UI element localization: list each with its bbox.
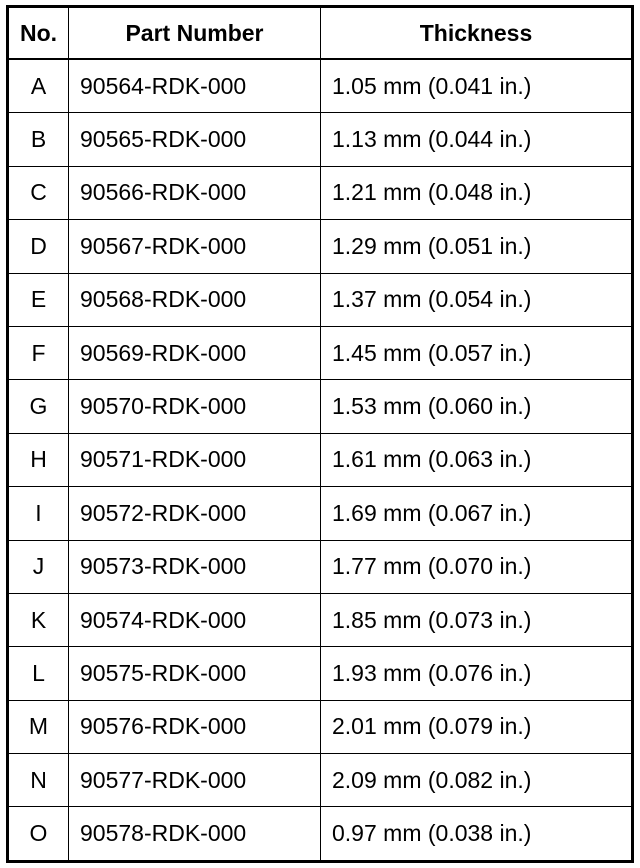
cell-thickness: 1.29 mm (0.051 in.) [321, 220, 633, 273]
table-row [8, 166, 633, 219]
cell-thickness: 1.05 mm (0.041 in.) [321, 59, 633, 113]
cell-thickness: 1.61 mm (0.063 in.) [321, 433, 633, 486]
cell-part-number: 90568-RDK-000 [69, 273, 321, 326]
cell-no: G [8, 380, 69, 433]
cell-part-number: 90573-RDK-000 [69, 540, 321, 593]
cell-thickness: 2.09 mm (0.082 in.) [321, 754, 633, 807]
cell-no: O [8, 807, 69, 861]
table-row [8, 113, 633, 166]
cell-thickness: 1.13 mm (0.044 in.) [321, 113, 633, 166]
header-part-number: Part Number [69, 7, 321, 60]
table-row [8, 593, 633, 646]
cell-no: J [8, 540, 69, 593]
cell-no: F [8, 326, 69, 379]
header-thickness: Thickness [321, 7, 633, 60]
cell-part-number: 90570-RDK-000 [69, 380, 321, 433]
cell-no: C [8, 166, 69, 219]
cell-part-number: 90566-RDK-000 [69, 166, 321, 219]
cell-part-number: 90578-RDK-000 [69, 807, 321, 861]
cell-thickness: 2.01 mm (0.079 in.) [321, 700, 633, 753]
table-row [8, 647, 633, 700]
header-row [8, 7, 633, 60]
parts-table-container [6, 5, 634, 863]
cell-part-number: 90565-RDK-000 [69, 113, 321, 166]
cell-thickness: 1.85 mm (0.073 in.) [321, 593, 633, 646]
cell-no: N [8, 754, 69, 807]
cell-part-number: 90575-RDK-000 [69, 647, 321, 700]
cell-no: I [8, 487, 69, 540]
header-no: No. [8, 7, 69, 60]
table-row [8, 220, 633, 273]
table-row [8, 487, 633, 540]
cell-thickness: 1.77 mm (0.070 in.) [321, 540, 633, 593]
cell-part-number: 90577-RDK-000 [69, 754, 321, 807]
table-header [8, 7, 633, 60]
cell-no: M [8, 700, 69, 753]
cell-thickness: 0.97 mm (0.038 in.) [321, 807, 633, 861]
cell-thickness: 1.93 mm (0.076 in.) [321, 647, 633, 700]
cell-thickness: 1.53 mm (0.060 in.) [321, 380, 633, 433]
table-row [8, 59, 633, 113]
cell-no: B [8, 113, 69, 166]
table-body [8, 59, 633, 861]
cell-no: L [8, 647, 69, 700]
cell-part-number: 90567-RDK-000 [69, 220, 321, 273]
parts-table [6, 5, 634, 863]
cell-no: H [8, 433, 69, 486]
cell-thickness: 1.37 mm (0.054 in.) [321, 273, 633, 326]
table-row [8, 326, 633, 379]
cell-no: A [8, 59, 69, 113]
cell-no: D [8, 220, 69, 273]
cell-part-number: 90574-RDK-000 [69, 593, 321, 646]
cell-no: K [8, 593, 69, 646]
cell-part-number: 90569-RDK-000 [69, 326, 321, 379]
table-row [8, 380, 633, 433]
cell-part-number: 90564-RDK-000 [69, 59, 321, 113]
cell-part-number: 90572-RDK-000 [69, 487, 321, 540]
cell-thickness: 1.45 mm (0.057 in.) [321, 326, 633, 379]
table-row [8, 807, 633, 861]
cell-thickness: 1.69 mm (0.067 in.) [321, 487, 633, 540]
cell-no: E [8, 273, 69, 326]
cell-part-number: 90576-RDK-000 [69, 700, 321, 753]
table-row [8, 700, 633, 753]
table-row [8, 433, 633, 486]
table-row [8, 754, 633, 807]
cell-thickness: 1.21 mm (0.048 in.) [321, 166, 633, 219]
table-row [8, 273, 633, 326]
table-row [8, 540, 633, 593]
cell-part-number: 90571-RDK-000 [69, 433, 321, 486]
